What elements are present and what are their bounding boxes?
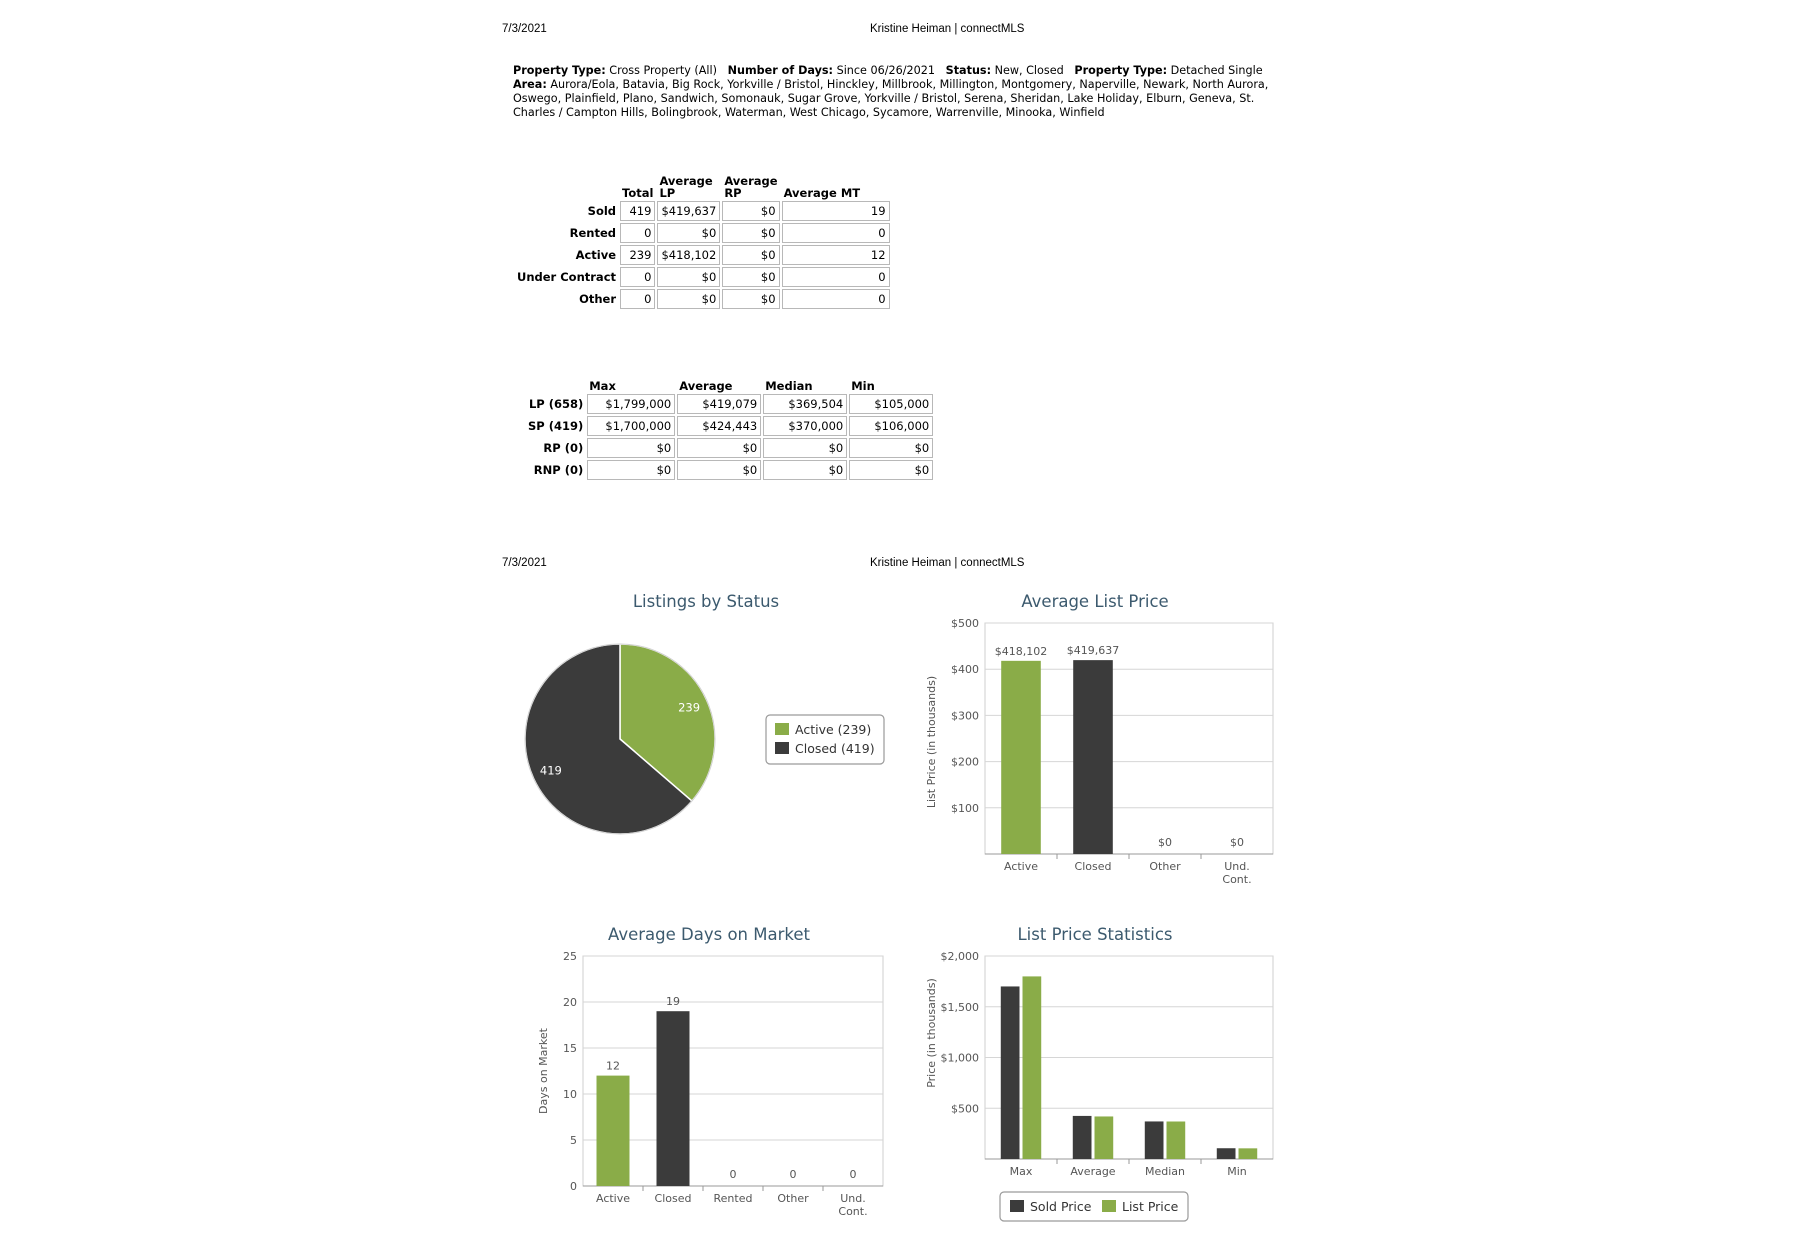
x-tick-label: Und. Cont. <box>1222 860 1252 886</box>
col-header: Average RP <box>724 174 778 200</box>
days-value: Since 06/26/2021 <box>836 64 935 77</box>
table-cell: $0 <box>722 245 779 265</box>
area-label: Area: <box>513 78 547 91</box>
x-tick-label: Closed <box>1074 860 1112 873</box>
col-header: Average MT <box>783 186 861 200</box>
row-label: Rented <box>569 226 617 240</box>
table-cell: $369,504 <box>763 394 847 414</box>
x-tick-label: Active <box>1003 860 1039 873</box>
table-cell: $0 <box>657 223 720 243</box>
row-label: Active <box>575 248 617 262</box>
table-cell: $419,079 <box>677 394 761 414</box>
status-value: New, Closed <box>994 64 1064 77</box>
pie-data-label: 419 <box>539 763 562 778</box>
y-tick-label: $300 <box>951 709 979 723</box>
page1-header-title: Kristine Heiman | connectMLS <box>870 23 1025 35</box>
bar-list-price-max <box>1023 976 1042 1159</box>
table-cell: $0 <box>677 438 761 458</box>
x-tick-label: Median <box>1144 1165 1186 1178</box>
bar-list-price-min <box>1239 1148 1258 1159</box>
legend-swatch-list-price <box>1102 1200 1116 1212</box>
legend-label: Closed (419) <box>795 741 875 756</box>
table-row <box>514 223 890 243</box>
table-cell: $0 <box>722 267 779 287</box>
x-tick-label: Other <box>1149 860 1181 873</box>
y-tick-label: $500 <box>951 617 979 630</box>
table-cell: $0 <box>587 438 675 458</box>
x-tick-label: Min <box>1227 1165 1247 1178</box>
col-header: Median <box>765 379 813 393</box>
table-cell: 0 <box>782 289 890 309</box>
table-row <box>514 201 890 221</box>
bar-data-label: 0 <box>729 1168 737 1181</box>
bar-data-label: 19 <box>666 995 680 1009</box>
y-tick-label: 0 <box>570 1180 577 1193</box>
y-tick-label: 15 <box>563 1042 577 1055</box>
y-axis-label: Days on Market <box>537 1028 550 1114</box>
table-row <box>514 289 890 309</box>
y-tick-label: $1,000 <box>940 1051 979 1065</box>
page1-date: 7/3/2021 <box>502 23 547 35</box>
y-tick-label: 5 <box>570 1134 577 1147</box>
property-type2-value: Detached Single <box>1170 64 1263 77</box>
list-price-statistics-chart <box>915 918 1315 1228</box>
bar-sold-price-median <box>1145 1121 1164 1159</box>
table-cell: 239 <box>620 245 655 265</box>
legend-swatch-active <box>775 723 789 735</box>
chart-title: List Price Statistics <box>1017 925 1173 944</box>
row-label: SP (419) <box>528 419 584 433</box>
table-cell: 0 <box>620 223 655 243</box>
bar-data-label: $0 <box>1230 836 1244 849</box>
table-cell: 12 <box>782 245 890 265</box>
pie-data-label: 239 <box>678 700 701 715</box>
property-type2-label: Property Type: <box>1074 64 1168 77</box>
y-tick-label: $200 <box>951 755 979 769</box>
y-tick-label: 25 <box>563 950 577 963</box>
row-label: Sold <box>587 204 617 218</box>
table-row <box>525 416 933 436</box>
average-days-on-market-chart <box>515 918 915 1228</box>
bar-sold-price-min <box>1217 1148 1236 1159</box>
table-cell: $1,799,000 <box>587 394 675 414</box>
row-label: RNP (0) <box>533 463 584 477</box>
col-header: Average <box>679 379 733 393</box>
table-cell: $0 <box>677 460 761 480</box>
y-axis-label: Price (in thousands) <box>925 978 938 1088</box>
col-header: Max <box>589 379 616 393</box>
table-cell: $0 <box>657 289 720 309</box>
status-label: Status: <box>945 64 992 77</box>
table-cell: $0 <box>849 438 933 458</box>
col-header: Total <box>622 186 654 200</box>
y-tick-label: $400 <box>951 663 979 677</box>
table-cell: 419 <box>620 201 655 221</box>
table-cell: $0 <box>763 460 847 480</box>
days-label: Number of Days: <box>727 64 834 77</box>
table-cell: $424,443 <box>677 416 761 436</box>
table-cell: $105,000 <box>849 394 933 414</box>
y-tick-label: $2,000 <box>940 950 979 963</box>
area-value: Aurora/Eola, Batavia, Big Rock, Yorkville / Bristol, Hinckley, Millbrook, Millington, Montgomery, Naperville, Newark, North Aurora, Oswego, Plainfield, Plano, Sandwich, Somonauk, Sugar Grove, Yorkville / Bristol, Serena, Sheridan, Lake Holiday, Elburn, Geneva, St. Charles / Campton Hills, Bolingbrook, Waterman, West Chicago, Sycamore, Warrenville, Minooka, Winfield <box>513 78 1269 119</box>
legend-swatch-sold-price <box>1010 1200 1024 1212</box>
bar-data-label: $0 <box>1158 836 1172 849</box>
average-list-price-chart <box>915 585 1315 895</box>
y-tick-label: $1,500 <box>940 1000 979 1014</box>
page2-header-title: Kristine Heiman | connectMLS <box>870 557 1025 569</box>
y-tick-label: $100 <box>951 801 979 815</box>
chart-title: Listings by Status <box>632 592 780 611</box>
y-tick-label: 10 <box>563 1088 577 1101</box>
table-cell: 0 <box>620 267 655 287</box>
property-type-value: Cross Property (All) <box>609 64 717 77</box>
chart-legend <box>1000 1192 1188 1221</box>
legend-swatch-closed <box>775 742 789 754</box>
y-tick-label: 20 <box>563 996 577 1009</box>
chart-legend <box>766 715 884 764</box>
table-cell: $0 <box>722 201 779 221</box>
price-table <box>523 378 935 482</box>
table-cell: $0 <box>763 438 847 458</box>
legend-label: Sold Price <box>1030 1199 1092 1214</box>
table-cell: $0 <box>587 460 675 480</box>
listings-by-status-chart <box>510 585 910 855</box>
bar-list-price-median <box>1167 1121 1186 1159</box>
bar-sold-price-average <box>1073 1116 1092 1159</box>
row-label: Other <box>579 292 617 306</box>
bar-data-label: 0 <box>789 1168 797 1181</box>
col-header: Min <box>851 379 875 393</box>
col-header: Average LP <box>659 174 713 200</box>
table-cell: $0 <box>722 289 779 309</box>
row-label: LP (658) <box>528 397 584 411</box>
bar-closed <box>657 1011 690 1186</box>
legend-label: List Price <box>1122 1199 1179 1214</box>
x-tick-label: Closed <box>654 1192 692 1205</box>
x-tick-label: Other <box>777 1192 809 1205</box>
table-cell: $0 <box>722 223 779 243</box>
y-tick-label: $500 <box>951 1102 979 1116</box>
table-row <box>525 460 933 480</box>
table-cell: $0 <box>657 267 720 287</box>
bar-active <box>1001 661 1041 854</box>
table-cell: 19 <box>782 201 890 221</box>
summary-table <box>512 173 892 311</box>
table-row <box>525 394 933 414</box>
bar-data-label: $418,102 <box>994 644 1048 658</box>
table-cell: $106,000 <box>849 416 933 436</box>
bar-active <box>597 1076 630 1186</box>
table-row <box>514 245 890 265</box>
table-cell: 0 <box>620 289 655 309</box>
bar-data-label: $419,637 <box>1066 644 1120 658</box>
table-row <box>525 438 933 458</box>
legend-label: Active (239) <box>795 722 872 737</box>
row-label: RP (0) <box>543 441 584 455</box>
y-axis-label: List Price (in thousands) <box>925 675 938 809</box>
x-tick-label: Und. Cont. <box>838 1192 868 1218</box>
bar-data-label: 0 <box>849 1168 857 1181</box>
table-cell: $370,000 <box>763 416 847 436</box>
page2-date: 7/3/2021 <box>502 557 547 569</box>
search-criteria <box>513 64 1298 120</box>
chart-title: Average Days on Market <box>608 925 810 944</box>
table-cell: 0 <box>782 267 890 287</box>
chart-title: Average List Price <box>1021 592 1169 611</box>
bar-sold-price-max <box>1001 986 1020 1159</box>
table-cell: $0 <box>849 460 933 480</box>
bar-list-price-average <box>1095 1116 1114 1159</box>
bar-closed <box>1073 660 1113 854</box>
x-tick-label: Average <box>1070 1165 1116 1178</box>
row-label: Under Contract <box>517 270 617 284</box>
x-tick-label: Active <box>595 1192 631 1205</box>
table-cell: $1,700,000 <box>587 416 675 436</box>
property-type-label: Property Type: <box>513 64 606 77</box>
table-cell: $419,637 <box>657 201 720 221</box>
x-tick-label: Rented <box>713 1192 753 1205</box>
x-tick-label: Max <box>1009 1165 1033 1178</box>
table-row <box>514 267 890 287</box>
bar-data-label: 12 <box>606 1059 620 1073</box>
table-cell: 0 <box>782 223 890 243</box>
table-cell: $418,102 <box>657 245 720 265</box>
